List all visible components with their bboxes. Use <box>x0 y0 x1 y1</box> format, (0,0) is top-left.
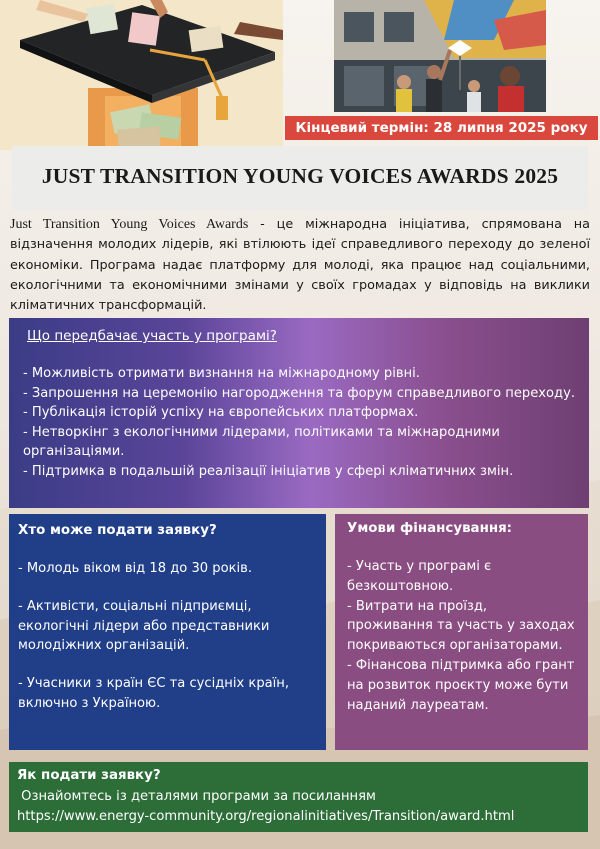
benefits-list <box>23 364 575 481</box>
list-item: - Молодь віком від 18 до 30 років. <box>18 561 253 576</box>
list-item: - Витрати на проїзд, проживання та участь у заходах покриваються організаторами. <box>347 598 575 654</box>
list-item: - Активісти, соціальні підприємці, екологічні лідери або представники молодіжних організацій. <box>18 598 270 654</box>
eligibility-heading: Хто може подати заявку? <box>18 523 217 538</box>
list-item: - Фінансова підтримка або грант на розвиток проєкту може бути наданий лауреатам. <box>347 657 575 713</box>
spacer <box>18 579 317 597</box>
apply-heading: Як подати заявку? <box>17 768 161 783</box>
eligibility-panel <box>9 514 326 750</box>
spacer <box>347 539 576 557</box>
list-item: - Нетворкінг з екологічними лідерами, політиками та міжнародними організаціями. <box>23 424 500 459</box>
list-item: - Запрошення на церемонію нагородження та форум справедливого переходу. <box>23 385 576 401</box>
list-item: - Підтримка в подальшій реалізації ініціатив у сфері кліматичних змін. <box>23 463 514 479</box>
spacer <box>18 656 317 674</box>
benefits-heading: Що передбачає участь у програмі? <box>27 328 277 344</box>
intro-text: - це міжнародна ініціатива, спрямована на відзначення молодих лідерів, які втілюють ідеї справедливого переходу до зеленої економіки. Програма надає платформу для молоді, яка працює над соціальними, екологічними та економічними змінами у своїх громадах у відповідь на виклики кліматичних трансформацій. <box>10 217 590 314</box>
deadline-banner: Кінцевий термін: 28 липня 2025 року <box>285 116 598 140</box>
graduation-cap-money-image <box>0 0 283 150</box>
apply-text-label: Ознайомтесь із деталями програми за посиланням <box>21 789 376 804</box>
list-item: - Учасники з країн ЄС та сусідніх країн, включно з Україною. <box>18 676 290 711</box>
benefits-panel <box>9 318 589 508</box>
program-link[interactable]: https://www.energy-community.org/regionalinitiatives/Transition/award.html <box>17 808 515 824</box>
list-item: - Публікація історій успіху на європейських платформах. <box>23 405 419 420</box>
list-item: - Участь у програмі є безкоштовною. <box>347 559 492 594</box>
page-title: JUST TRANSITION YOUNG VOICES AWARDS 2025 <box>41 164 559 188</box>
young-people-celebrating-image <box>334 0 546 112</box>
funding-heading: Умови фінансування: <box>347 521 513 536</box>
list-item: - Можливість отримати визнання на міжнародному рівні. <box>23 366 420 381</box>
how-to-apply-panel <box>9 762 588 832</box>
intro-lead: Just Transition Young Voices Awards <box>10 217 249 232</box>
intro-paragraph <box>10 215 590 316</box>
funding-panel <box>335 514 588 750</box>
apply-text <box>17 787 580 807</box>
spacer <box>18 541 317 559</box>
